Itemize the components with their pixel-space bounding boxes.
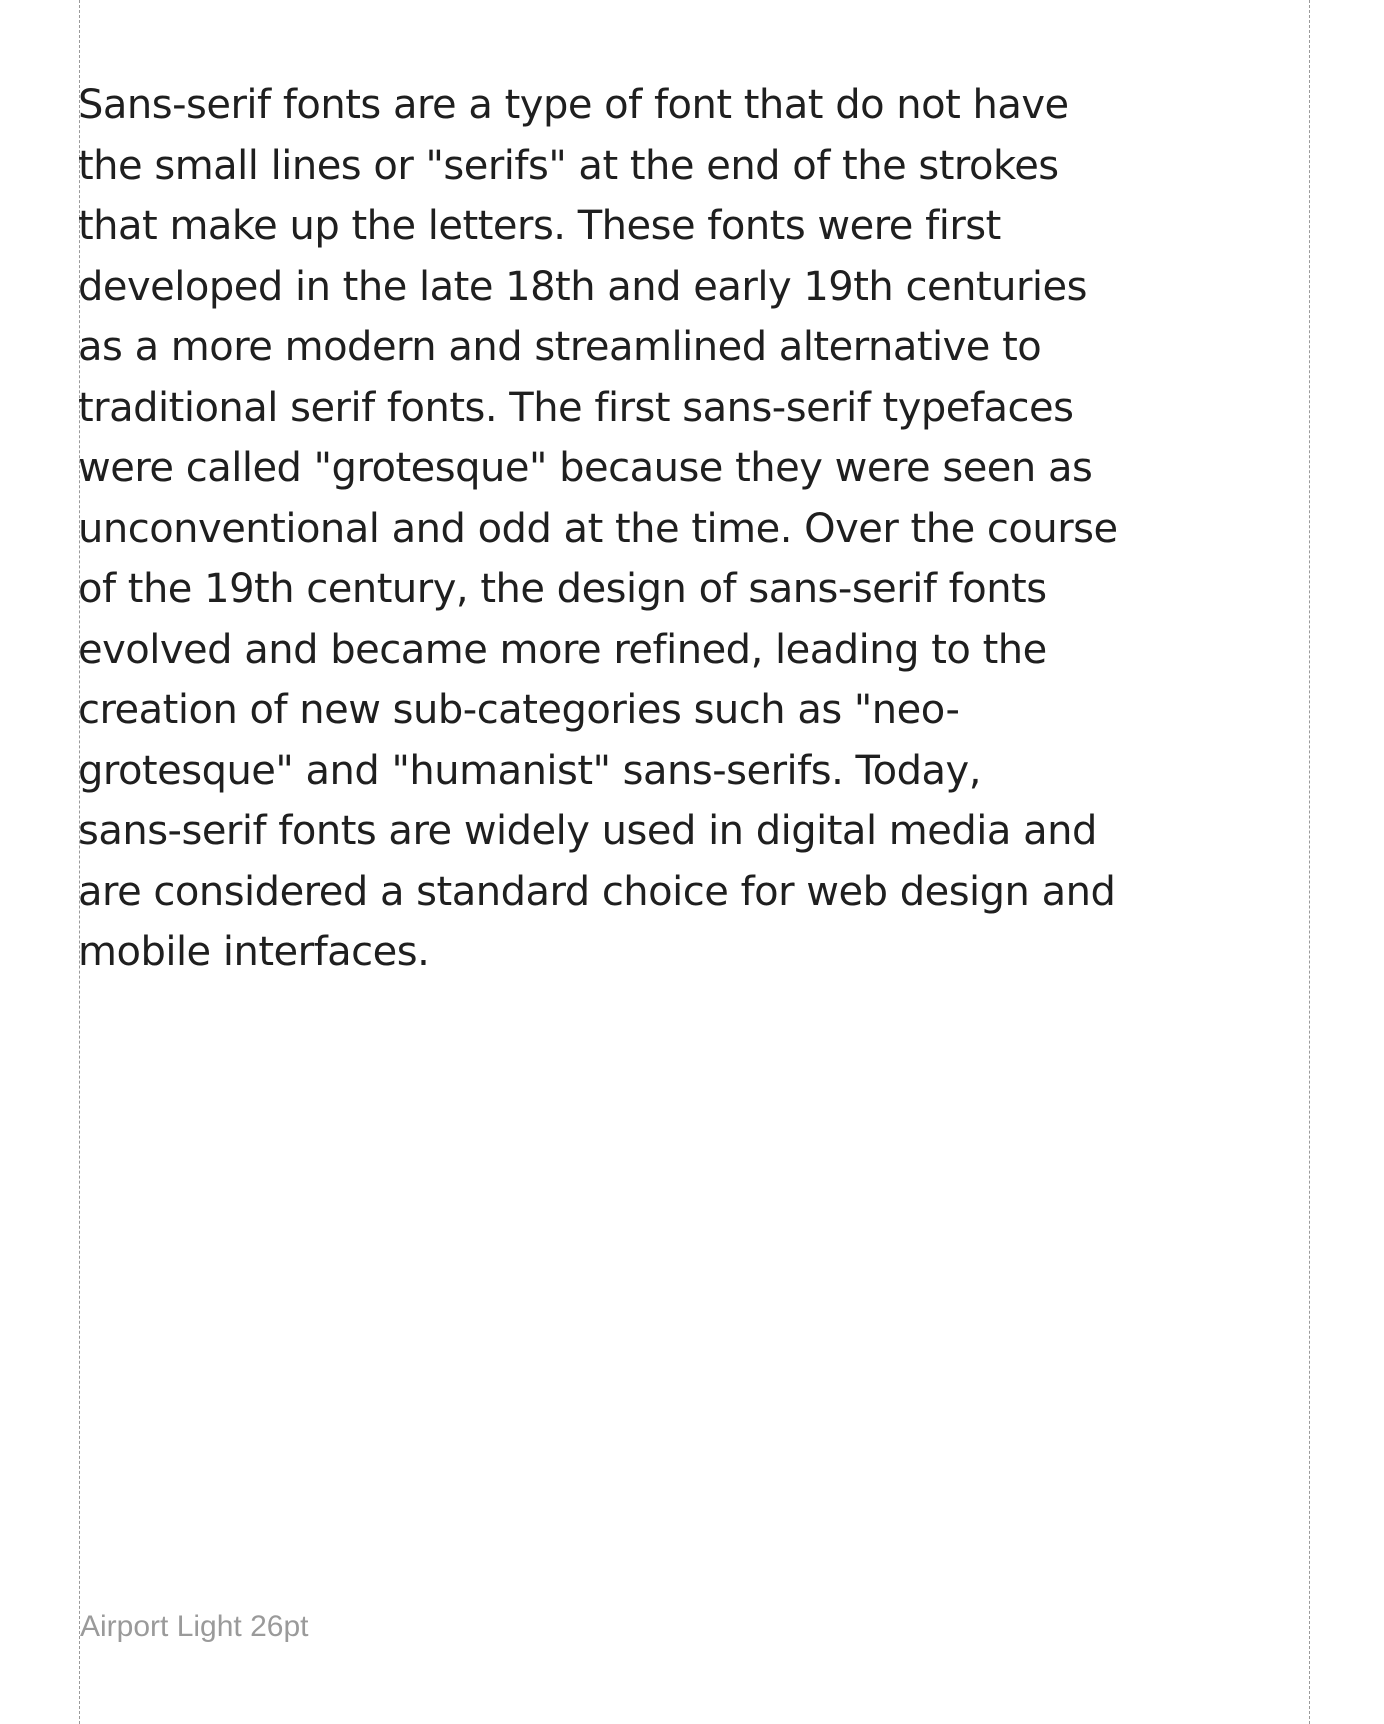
specimen-line: developed in the late 18th and early 19th centuries — [78, 263, 1087, 310]
specimen-line: are considered a standard choice for web design and — [78, 868, 1116, 915]
specimen-line: sans-serif fonts are widely used in digital media and — [78, 808, 1097, 854]
specimen-line: were called "grotesque" because they were seen as — [78, 445, 1093, 491]
specimen-line: creation of new sub-categories such as "neo- — [78, 687, 960, 733]
specimen-line: evolved and became more refined, leading to the — [78, 626, 1047, 673]
specimen-line: of the 19th century, the design of sans-serif fonts — [78, 566, 1047, 612]
specimen-line: unconventional and odd at the time. Over the course — [78, 505, 1118, 552]
specimen-line: mobile interfaces. — [78, 929, 430, 975]
specimen-line: the small lines or "serifs" at the end of the strokes — [78, 142, 1059, 189]
specimen-paragraph — [78, 75, 1314, 983]
specimen-line: Sans-serif fonts are a type of font that do not have — [78, 82, 1069, 128]
specimen-line: that make up the letters. These fonts were first — [78, 203, 1001, 249]
specimen-line: grotesque" and "humanist" sans-serifs. Today, — [78, 747, 981, 794]
specimen-line: as a more modern and streamlined alternative to — [78, 324, 1042, 370]
specimen-line: traditional serif fonts. The first sans-serif typefaces — [78, 384, 1074, 431]
font-name-caption: Airport Light 26pt — [80, 1610, 309, 1643]
